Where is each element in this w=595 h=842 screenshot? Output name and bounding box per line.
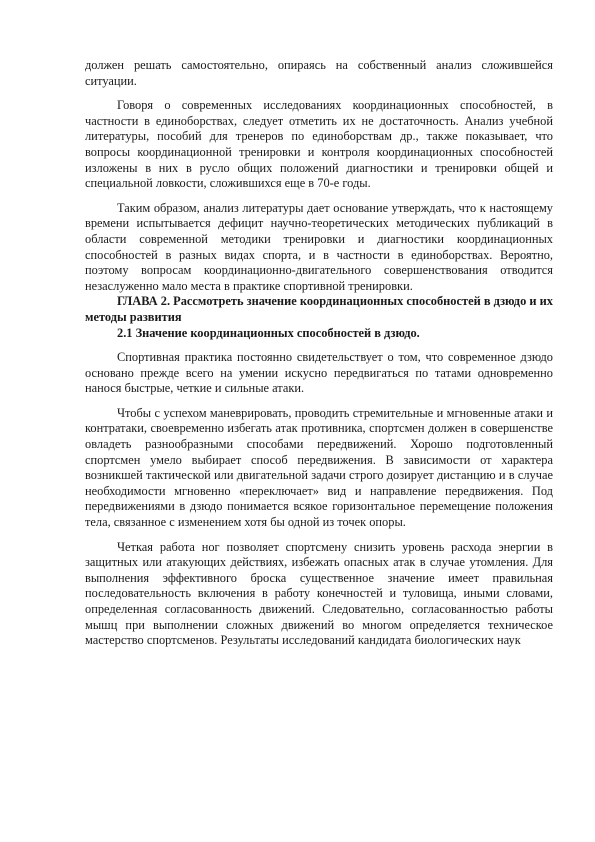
paragraph-continuation: должен решать самостоятельно, опираясь на собственный анализ сложившейся ситуации.	[85, 58, 553, 88]
chapter-heading: ГЛАВА 2. Рассмотреть значение координационных способностей в дзюдо и их методы развития	[85, 294, 553, 324]
paragraph-sport-practice: Спортивная практика постоянно свидетельствует о том, что современное дзюдо основано прежде всего на умении искусно передвигаться по татами одновременно нанося быстрые, четкие и сильные атаки.	[85, 350, 553, 396]
document-page	[85, 58, 553, 649]
paragraph-footwork: Четкая работа ног позволяет спортсмену снизить уровень расхода энергии в защитных или атакующих действиях, избежать опасных атак в случае утомления. Для выполнения эффективного броска существенное значение имеет правильная последовательность включения в работу конечностей и туловища, иными словами, определенная согласованность движений. Следовательно, согласованностью работы мышц при выполнении сложных движений во многом определяется техническое мастерство спортсменов. Результаты исследований кандидата биологических наук	[85, 539, 553, 648]
paragraph-research-overview: Говоря о современных исследованиях координационных способностей, в частности в единоборствах, следует отметить их не достаточность. Анализ учебной литературы, пособий для тренеров по единоборствам др., также показывает, что вопросы координационной тренировки и контроля координационных способностей изложены в них в русло общих положений диагностики и тренировки общей и специальной ловкости, сложившихся еще в 70-е годы.	[85, 98, 553, 191]
section-heading: 2.1 Значение координационных способностей в дзюдо.	[117, 325, 420, 340]
paragraph-maneuvering: Чтобы с успехом маневрировать, проводить стремительные и мгновенные атаки и контратаки, своевременно избегать атак противника, спортсмен должен в совершенстве овладеть разнообразными способами передвижений. Хорошо подготовленный спортсмен умело выбирает способ передвижения. В зависимости от характера возникшей тактической или двигательной задачи строго дозирует дистанцию и в случае необходимости мгновенно «переключает» вид и направление передвижения. Под передвижениями в дзюдо понимается всякое горизонтальное перемещение положения тела, связанное с изменением хотя бы одной из точек опоры.	[85, 405, 553, 530]
paragraph-literature-conclusion: Таким образом, анализ литературы дает основание утверждать, что к настоящему времени испытывается дефицит научно-теоретических методических публикаций в области современной методики тренировки и диагностики координационных способностей в разных видах спорта, и в частности в единоборствах. Вероятно, поэтому вопросам координационно-двигательного совершенствования отводится незаслуженно мало места в практике спортивной тренировки.	[85, 200, 553, 293]
